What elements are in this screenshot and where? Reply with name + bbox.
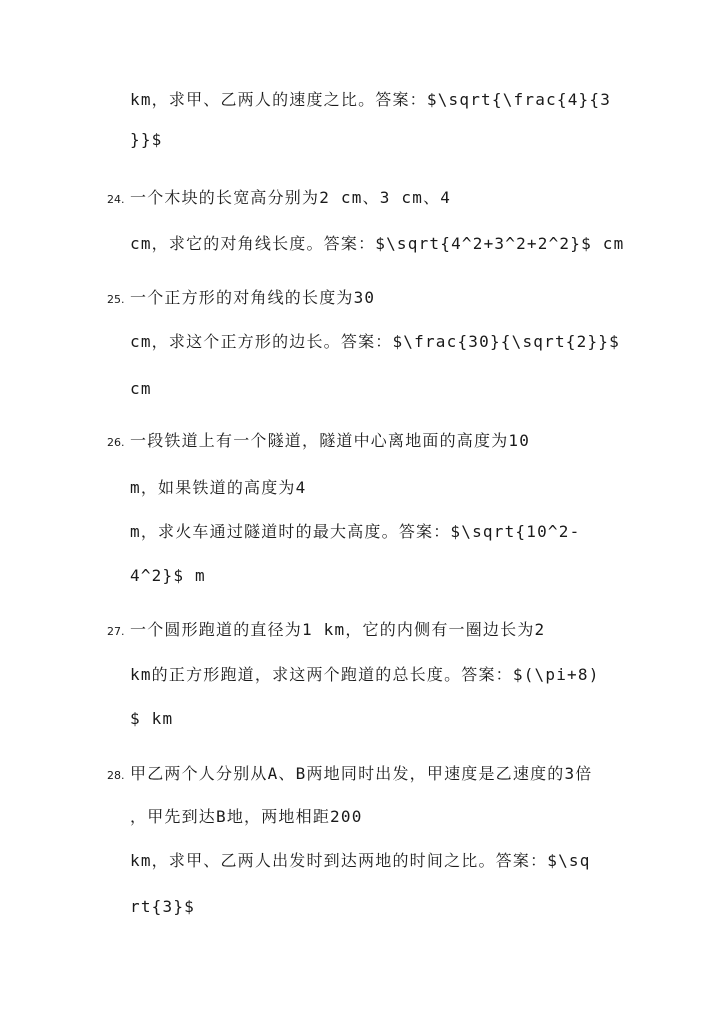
problem-25-line-2: cm，求这个正方形的边长。答案：$\frac{30}{\sqrt{2}}$ [130, 332, 620, 351]
problem-24-line-1: 一个木块的长宽高分别为2 cm、3 cm、4 [130, 188, 452, 207]
problem-27-line-2: km的正方形跑道，求这两个跑道的总长度。答案：$(\pi+8) [130, 665, 600, 684]
problem-number-26: 26. [107, 436, 125, 449]
problem-25-line-1: 一个正方形的对角线的长度为30 [130, 288, 376, 307]
problem-number-25: 25. [107, 293, 125, 306]
problem-27-line-3: $ km [130, 709, 174, 728]
problem-23-line-2: }}$ [130, 130, 163, 149]
problem-28-line-2: ，甲先到达B地，两地相距200 [130, 807, 363, 826]
problem-24-line-2: cm，求它的对角线长度。答案：$\sqrt{4^2+3^2+2^2}$ cm [130, 234, 625, 253]
problem-26-line-3: m，求火车通过隧道时的最大高度。答案：$\sqrt{10^2- [130, 522, 581, 541]
problem-26-line-4: 4^2}$ m [130, 566, 206, 585]
problem-25-line-3: cm [130, 379, 152, 398]
problem-23-line-1: km，求甲、乙两人的速度之比。答案：$\sqrt{\frac{4}{3 [130, 90, 612, 109]
problem-number-27: 27. [107, 625, 125, 638]
problem-28-line-3: km，求甲、乙两人出发时到达两地的时间之比。答案：$\sq [130, 851, 591, 870]
problem-number-28: 28. [107, 769, 125, 782]
problem-28-line-1: 甲乙两个人分别从A、B两地同时出发，甲速度是乙速度的3倍 [130, 764, 593, 783]
problem-26-line-2: m，如果铁道的高度为4 [130, 478, 307, 497]
problem-number-24: 24. [107, 193, 125, 206]
problem-27-line-1: 一个圆形跑道的直径为1 km，它的内侧有一圈边长为2 [130, 620, 546, 639]
problem-26-line-1: 一段铁道上有一个隧道，隧道中心离地面的高度为10 [130, 431, 531, 450]
problem-28-line-4: rt{3}$ [130, 897, 195, 916]
